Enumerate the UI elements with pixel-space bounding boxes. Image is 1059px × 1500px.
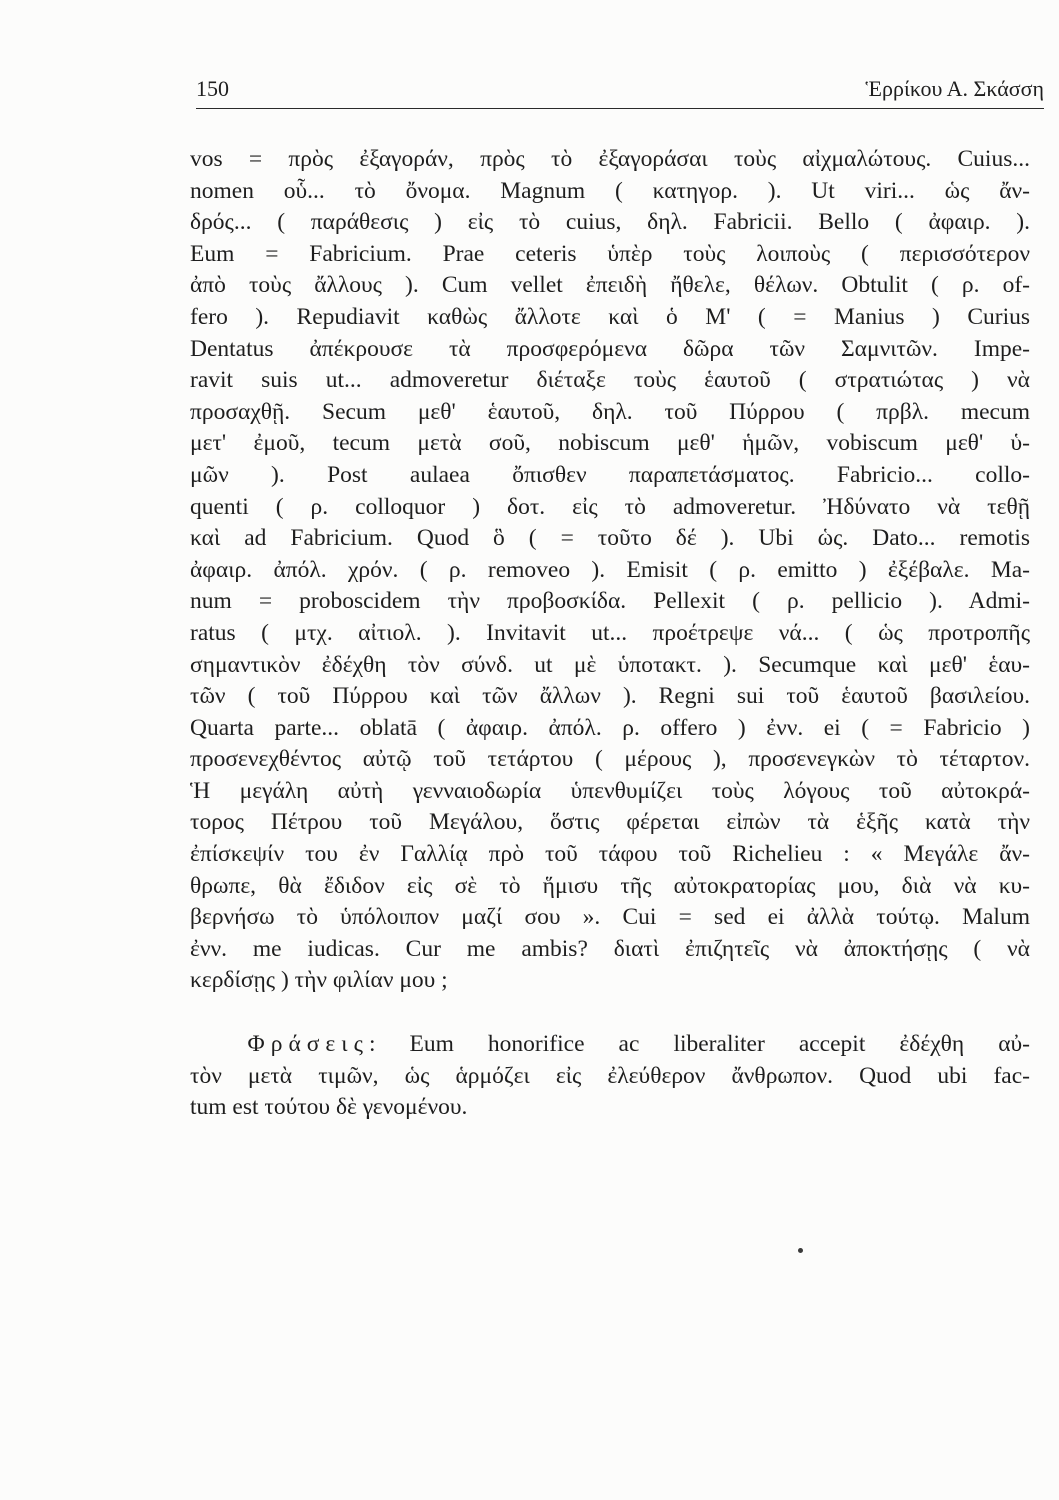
text-line: προσαχθῇ. Secum μεθ' ἑαυτοῦ, δηλ. τοῦ Πύρρου ( πρβλ. mecum xyxy=(190,398,1030,425)
text-line: num = proboscidem τὴν προβοσκίδα. Pellexit ( ρ. pellicio ). Admi- xyxy=(190,588,1030,615)
text-line: Eum = Fabricium. Prae ceteris ὑπὲρ τοὺς λοιποὺς ( περισσότερον xyxy=(190,240,1030,267)
text-line: βερνήσω τὸ ὑπόλοιπον μαζί σου ». Cui = sed ei ἀλλὰ τούτῳ. Malum xyxy=(190,904,1030,931)
phrases-line-start: : Eum honorifice ac liberaliter accepit ἐδέχθη αὐ- xyxy=(368,1031,1030,1058)
print-speck xyxy=(798,1248,803,1253)
phrases-label: Φράσεις xyxy=(247,1031,369,1058)
body-text xyxy=(190,144,1030,1124)
commentary-paragraph xyxy=(190,144,1030,997)
text-line: tum est τούτου δὲ γενομένου. xyxy=(190,1094,468,1121)
text-line: quenti ( ρ. colloquor ) δοτ. εἰς τὸ admoveretur. Ἠδύνατο νὰ τεθῇ xyxy=(190,493,1030,520)
running-head: Ἑρρίκου Α. Σκάσση xyxy=(865,76,1044,101)
text-line: καὶ ad Fabricium. Quod ὃ ( = τοῦτο δέ ). Ubi ὡς. Dato... remotis xyxy=(190,525,1030,552)
text-line: ratus ( μτχ. αἰτιολ. ). Invitavit ut... προέτρεψε νά... ( ὡς προτροπῆς xyxy=(190,619,1030,646)
text-line: τῶν ( τοῦ Πύρρου καὶ τῶν ἄλλων ). Regni sui τοῦ ἑαυτοῦ βασιλείου. xyxy=(190,683,1030,710)
text-line: Ἡ μεγάλη αὐτὴ γενναιοδωρία ὑπενθυμίζει τοὺς λόγους τοῦ αὐτοκρά- xyxy=(190,777,1030,804)
text-line: σημαντικὸν ἐδέχθη τὸν σύνδ. ut μὲ ὑποτακτ. ). Secumque καὶ μεθ' ἑαυ- xyxy=(190,651,1030,678)
paragraph-gap xyxy=(190,997,1030,1029)
text-line: μῶν ). Post aulaea ὄπισθεν παραπετάσματος. Fabricio... collo- xyxy=(190,461,1030,488)
page-number: 150 xyxy=(196,76,229,101)
text-line: ravit suis ut... admoveretur διέταξε τοὺς ἑαυτοῦ ( στρατιώτας ) νὰ xyxy=(190,367,1030,394)
text-line: ἐνν. me iudicas. Cur me ambis? διατὶ ἐπιζητεῖς νὰ ἀποκτήσῃς ( νὰ xyxy=(190,935,1030,962)
text-line: κερδίσῃς ) τὴν φιλίαν μου ; xyxy=(190,967,448,994)
text-line: Quarta parte... oblatā ( ἀφαιρ. ἀπόλ. ρ. offero ) ἐνν. ei ( = Fabricio ) xyxy=(190,714,1030,741)
text-line: ἐπίσκεψίν του ἐν Γαλλίᾳ πρὸ τοῦ τάφου τοῦ Richelieu : « Μεγάλε ἄν- xyxy=(190,841,1030,868)
page-header xyxy=(196,74,1044,109)
text-line: ἀπὸ τοὺς ἄλλους ). Cum vellet ἐπειδὴ ἤθελε, θέλων. Obtulit ( ρ. of- xyxy=(190,272,1030,299)
text-line: Dentatus ἀπέκρουσε τὰ προσφερόμενα δῶρα τῶν Σαμνιτῶν. Impe- xyxy=(190,335,1030,362)
text-line: τὸν μετὰ τιμῶν, ὡς ἁρμόζει εἰς ἐλεύθερον ἄνθρωπον. Quod ubi fac- xyxy=(190,1062,1030,1089)
text-line: fero ). Repudiavit καθὼς ἄλλοτε καὶ ὁ M' ( = Manius ) Curius xyxy=(190,303,1030,330)
text-line xyxy=(190,1029,1030,1061)
text-line: nomen οὗ... τὸ ὄνομα. Magnum ( κατηγορ. ). Ut viri... ὡς ἄν- xyxy=(190,177,1030,204)
text-line: ἀφαιρ. ἀπόλ. χρόν. ( ρ. removeo ). Emisit ( ρ. emitto ) ἐξέβαλε. Ma- xyxy=(190,556,1030,583)
text-line: μετ' ἐμοῦ, tecum μετὰ σοῦ, nobiscum μεθ' ἡμῶν, vobiscum μεθ' ὑ- xyxy=(190,430,1030,457)
text-line: τορος Πέτρου τοῦ Μεγάλου, ὅστις φέρεται εἰπὼν τὰ ἑξῆς κατὰ τὴν xyxy=(190,809,1030,836)
text-line: δρός... ( παράθεσις ) εἰς τὸ cuius, δηλ. Fabricii. Bello ( ἀφαιρ. ). xyxy=(190,209,1030,236)
phrases-paragraph xyxy=(190,1029,1030,1124)
text-line: προσενεχθέντος αὐτῷ τοῦ τετάρτου ( μέρους ), προσενεγκὼν τὸ τέταρτον. xyxy=(190,746,1030,773)
text-line: θρωπε, θὰ ἔδιδον εἰς σὲ τὸ ἥμισυ τῆς αὐτοκρατορίας μου, διὰ νὰ κυ- xyxy=(190,872,1030,899)
text-line: vos = πρὸς ἐξαγοράν, πρὸς τὸ ἐξαγοράσαι τοὺς αἰχμαλώτους. Cuius... xyxy=(190,146,1030,172)
